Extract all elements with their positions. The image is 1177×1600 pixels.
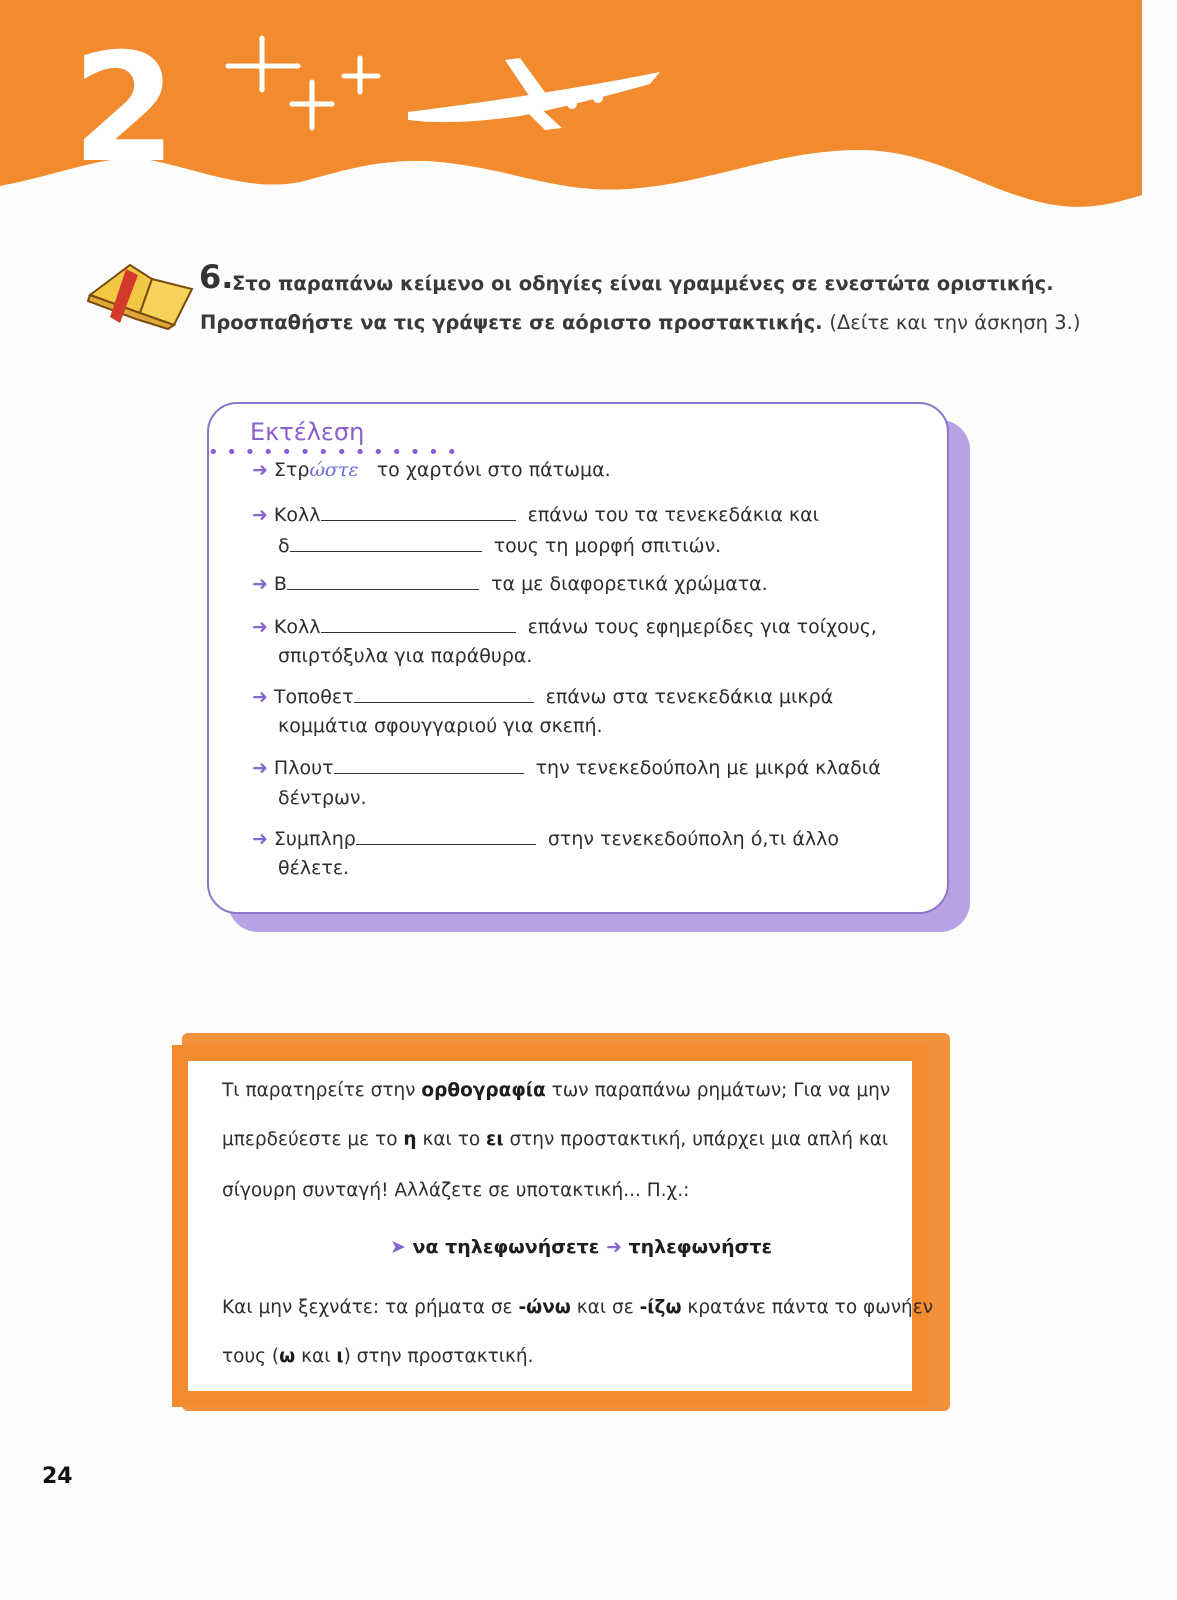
step-8-continued: θέλετε. — [278, 857, 350, 879]
step-3: δ τους τη μορφή σπιτιών. — [278, 535, 722, 557]
handwritten-answer: ώστε — [309, 459, 359, 481]
answer-blank[interactable] — [334, 755, 524, 774]
step-7-continued: δέντρων. — [278, 787, 367, 809]
tip-line-1: Τι παρατηρείτε στην ορθογραφία των παραπάνω ρημάτων; Για να μην — [222, 1080, 891, 1101]
arrow-icon: ➜ — [252, 504, 268, 526]
tip-line-2: μπερδεύεστε με το η και το ει στην προστακτική, υπάρχει μια απλή και — [222, 1129, 889, 1150]
arrow-icon: ➜ — [252, 828, 268, 850]
exercise-note: (Δείτε και την άσκηση 3.) — [829, 311, 1081, 334]
arrow-icon: ➜ — [252, 573, 268, 595]
tip-box — [188, 1061, 912, 1391]
arrow-icon: ➜ — [252, 616, 268, 638]
answer-blank[interactable] — [321, 614, 516, 633]
answer-blank[interactable] — [354, 684, 534, 703]
step-5: ➜ Κολλ επάνω τους εφημερίδες για τοίχους, — [252, 616, 877, 638]
dotted-divider: • • • • • • • • • • • • • • — [208, 442, 459, 463]
step-5-continued: σπιρτόξυλα για παράθυρα. — [278, 645, 533, 667]
tip-example: ➤ να τηλεφωνήσετε ➜ τηλεφωνήστε — [390, 1236, 773, 1258]
arrow-icon: ➜ — [252, 459, 268, 481]
arrow-icon: ➜ — [605, 1236, 622, 1258]
answer-blank[interactable] — [290, 533, 482, 552]
arrow-icon: ➜ — [252, 757, 268, 779]
chapter-banner — [0, 0, 1177, 225]
exercise-number: 6. — [199, 258, 234, 296]
tip-line-3: σίγουρη συνταγή! Αλλάζετε σε υποτακτική... Π.χ.: — [222, 1180, 690, 1201]
tip-line-4: Και μην ξεχνάτε: τα ρήματα σε -ώνω και σε -ίζω κρατάνε πάντα το φωνήεν — [222, 1297, 934, 1318]
page-number: 24 — [42, 1464, 73, 1489]
answer-blank[interactable] — [321, 502, 516, 521]
step-6: ➜ Τοποθετ επάνω στα τενεκεδάκια μικρά — [252, 686, 834, 708]
step-2: ➜ Κολλ επάνω του τα τενεκεδάκια και — [252, 504, 820, 526]
card-title: Εκτέλεση — [250, 418, 365, 446]
step-8: ➜ Συμπληρ στην τενεκεδούπολη ό,τι άλλο — [252, 828, 839, 850]
exercise-instruction-line2 — [200, 311, 1080, 334]
exercise-instruction-text: Προσπαθήστε να τις γράψετε σε αόριστο προστακτικής. — [200, 311, 823, 334]
step-4: ➜ Β τα με διαφορετικά χρώματα. — [252, 573, 768, 595]
exercise-instruction-line1: Στο παραπάνω κείμενο οι οδηγίες είναι γραμμένες σε ενεστώτα οριστικής. — [232, 272, 1054, 295]
answer-blank[interactable] — [356, 826, 536, 845]
chapter-number: 2 — [72, 22, 177, 196]
step-7: ➜ Πλουτ την τενεκεδούπολη με μικρά κλαδιά — [252, 757, 881, 779]
answer-blank[interactable] — [287, 571, 479, 590]
tip-line-5: τους (ω και ι) στην προστακτική. — [222, 1346, 534, 1367]
arrow-icon: ➜ — [252, 686, 268, 708]
book-icon — [80, 253, 200, 333]
step-1: ➜ Στρώστε το χαρτόνι στο πάτωμα. — [252, 459, 611, 481]
step-6-continued: κομμάτια σφουγγαριού για σκεπή. — [278, 715, 603, 737]
pointer-icon: ➤ — [390, 1236, 406, 1258]
